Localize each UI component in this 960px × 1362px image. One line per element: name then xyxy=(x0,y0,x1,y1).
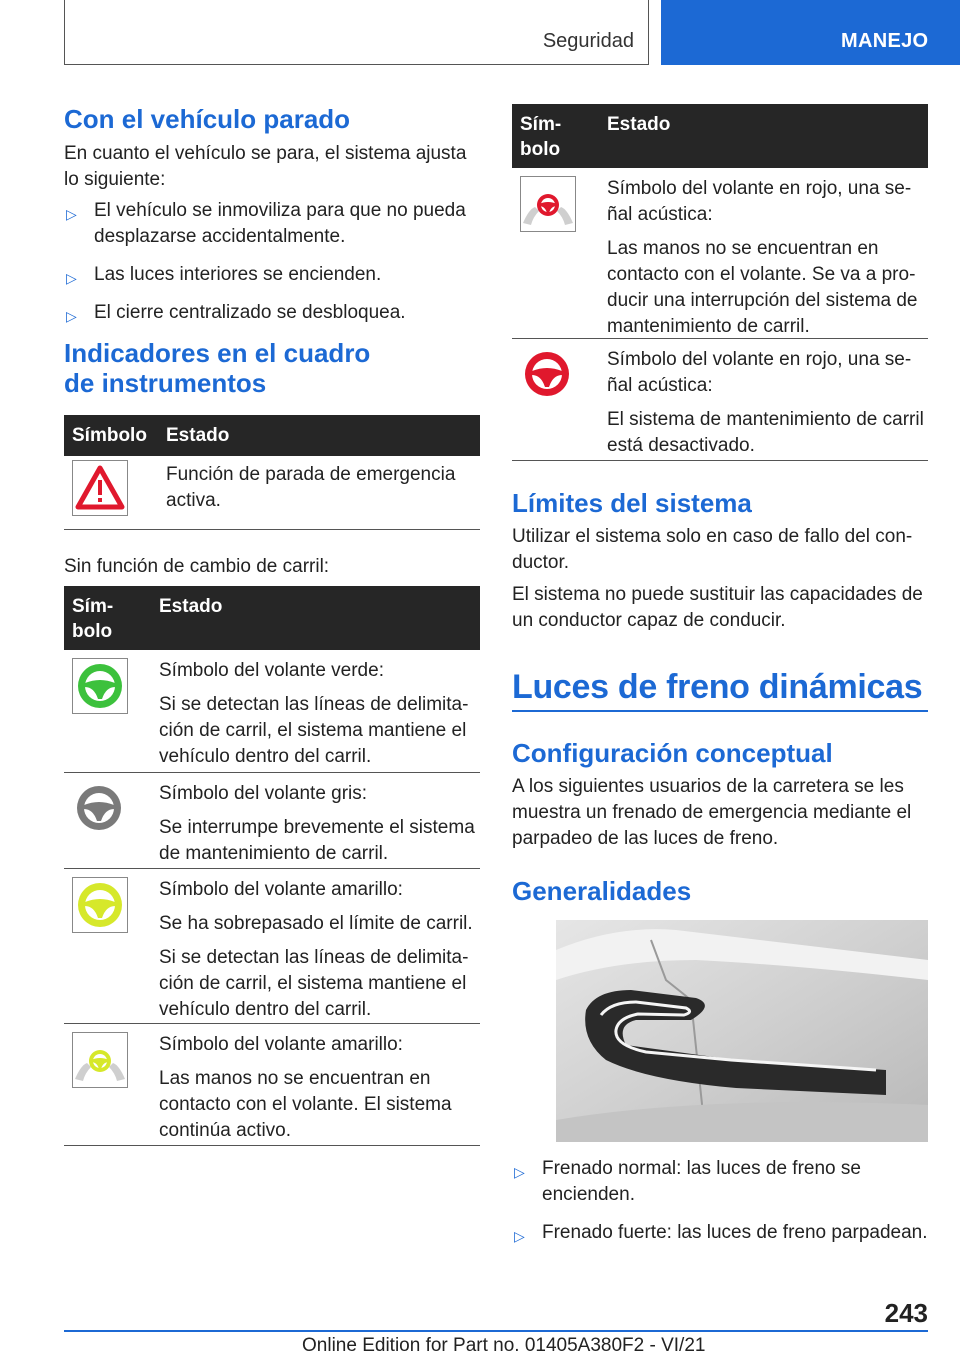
col-state-header: Estado xyxy=(607,114,671,135)
state-text: Símbolo del volante gris: Se interrumpe brevemente el sistema de mantenimiento de carril. xyxy=(159,783,475,864)
header-chapter-title: MANEJO xyxy=(841,30,929,52)
heading-indicators: Indicadores en el cuadro de instrumentos xyxy=(64,338,371,398)
steering-wheel-yellow-icon xyxy=(72,877,128,933)
bullet-triangle-icon: ▷ xyxy=(514,1228,525,1244)
list-item: ▷ Frenado fuerte: las luces de freno parpadean. xyxy=(512,1220,928,1246)
steering-wheel-grey-icon xyxy=(72,781,128,837)
table-header xyxy=(64,586,480,650)
list-item: ▷ El vehículo se inmoviliza para que no pueda desplazarse accidentalmente. xyxy=(66,200,466,247)
state-text: Símbolo del volante en rojo, una señal acústica: El sistema de mantenimiento de carril está desactivado. xyxy=(607,349,924,456)
limits-paragraph-1: Utilizar el sistema solo en caso de fallo del conductor. xyxy=(512,526,913,573)
col-state-header: Estado xyxy=(159,596,223,617)
col-symbol-header: Sím- bolo xyxy=(72,596,114,642)
table-header xyxy=(64,415,480,456)
footer-edition: Online Edition for Part no. 01405A380F2 - VI/21 xyxy=(302,1335,706,1356)
steering-wheel-red-icon xyxy=(520,347,576,403)
indicator-table xyxy=(64,415,480,530)
table-row xyxy=(64,456,480,530)
table-header xyxy=(512,104,928,168)
tail-light-photo xyxy=(556,920,928,1142)
steering-wheel-yellow-hands-icon xyxy=(72,1032,128,1088)
heading-system-limits: Límites del sistema xyxy=(512,488,752,518)
col-symbol-header: Símbolo xyxy=(72,425,147,446)
table-row xyxy=(64,773,480,869)
state-text: Función de parada de emergencia activa. xyxy=(166,464,456,511)
header-chapter-tab xyxy=(661,0,960,65)
stopped-intro: En cuanto el vehículo se para, el sistema ajusta lo siguiente: xyxy=(64,143,467,190)
list-item: ▷ Frenado normal: las luces de freno se encienden. xyxy=(514,1158,861,1205)
footer-rule xyxy=(64,1330,928,1332)
limits-paragraph-2: El sistema no puede sustituir las capacidades de un conductor capaz de conducir. xyxy=(512,584,923,631)
steering-wheel-green-icon xyxy=(72,658,128,714)
concept-paragraph: A los siguientes usuarios de la carretera se les muestra un frenado de emergencia mediante el parpadeo de las luces de freno. xyxy=(512,776,912,849)
page-number: 243 xyxy=(884,1298,928,1328)
bullet-triangle-icon: ▷ xyxy=(66,308,77,324)
heading-concept: Configuración conceptual xyxy=(512,738,833,768)
heading-general: Generalidades xyxy=(512,876,692,906)
steering-wheel-red-hands-icon xyxy=(520,176,576,232)
warning-triangle-icon xyxy=(72,460,128,516)
col-state-header: Estado xyxy=(166,425,230,446)
heading-stopped-vehicle: Con el vehículo parado xyxy=(64,104,351,134)
state-text: Símbolo del volante amarillo: Las manos no se encuentran en contacto con el volante. El sistema continúa activo. xyxy=(159,1034,452,1141)
header-section-title: Seguridad xyxy=(542,30,634,52)
list-item: ▷ Las luces interiores se encienden. xyxy=(64,262,480,288)
no-lane-change-label: Sin función de cambio de carril: xyxy=(64,556,330,577)
state-text: Símbolo del volante en rojo, una señal acústica: Las manos no se encuentran en contacto con el volante. Se va a producir una interrupción del sistema de mantenimiento de carril. xyxy=(607,178,918,337)
table-row xyxy=(64,1024,480,1146)
table-row xyxy=(512,168,928,339)
stopped-bullet-list xyxy=(64,198,480,338)
table-row xyxy=(512,339,928,461)
lane-keep-red-table xyxy=(512,104,928,461)
bullet-triangle-icon: ▷ xyxy=(514,1164,525,1180)
list-item: ▷ El cierre centralizado se desbloquea. xyxy=(64,300,480,326)
lane-keep-table xyxy=(64,586,480,1146)
state-text: Símbolo del volante verde: Si se detectan las líneas de delimitación de carril, el sistema mantiene el vehículo dentro del carril. xyxy=(159,660,469,767)
heading-dynamic-brake-lights: Luces de freno dinámicas xyxy=(512,668,923,706)
heading-rule xyxy=(512,710,928,712)
header-section-box xyxy=(64,0,649,65)
general-bullet-list xyxy=(512,1156,928,1258)
table-row xyxy=(64,869,480,1024)
bullet-triangle-icon: ▷ xyxy=(66,206,77,222)
state-text: Símbolo del volante amarillo: Se ha sobrepasado el límite de carril. Si se detectan las líneas de delimitación de carril, el sistema mantiene el vehículo dentro del carril. xyxy=(159,879,473,1020)
bullet-triangle-icon: ▷ xyxy=(66,270,77,286)
col-symbol-header: Sím- bolo xyxy=(520,114,562,160)
table-row xyxy=(64,650,480,773)
